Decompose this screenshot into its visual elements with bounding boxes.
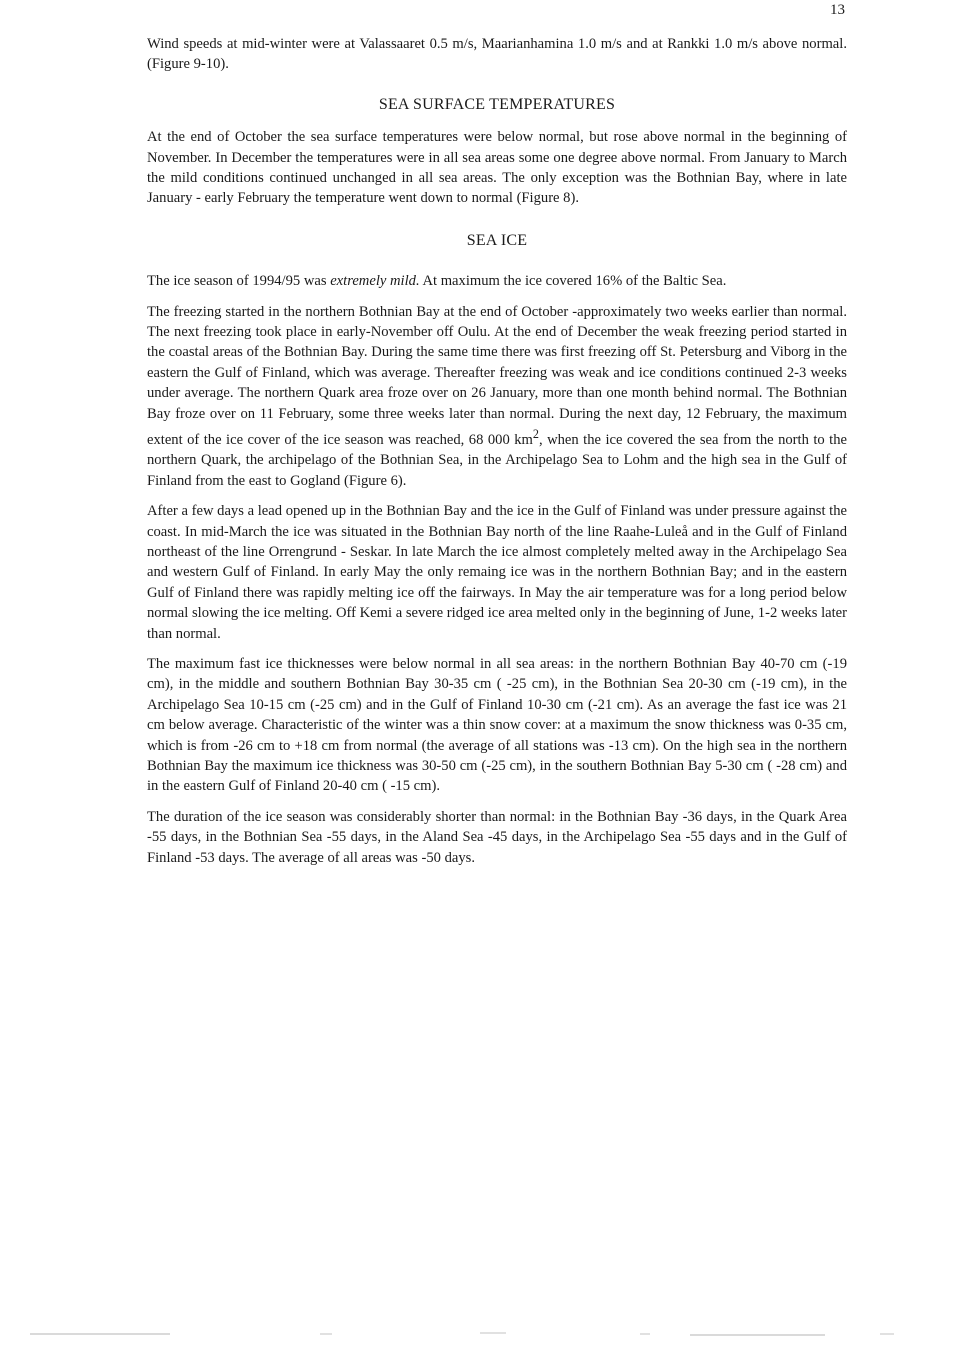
- scan-noise-decoration: [0, 1328, 960, 1340]
- sea-ice-summary-text-start: The ice season of 1994/95 was: [147, 273, 331, 290]
- sea-ice-heading: SEA ICE: [466, 231, 528, 249]
- sea-surface-temperatures-heading: SEA SURFACE TEMPERATURES: [378, 95, 616, 113]
- sea-ice-summary-text-end: At maximum the ice covered 16% of the Baltic Sea.: [419, 273, 727, 290]
- page-number: 13: [830, 2, 845, 18]
- intro-paragraph: Wind speeds at mid-winter were at Valassaaret 0.5 m/s, Maarianhamina 1.0 m/s and at Rankki 1.0 m/s above normal. (Figure 9-10).: [147, 36, 847, 73]
- freezing-paragraph: [147, 302, 847, 492]
- ice-season-duration-paragraph: The duration of the ice season was considerably shorter than normal: in the Bothnian Bay -36 days, in the Quark Area -55 days, in the Bothnian Sea -55 days, in the Aland Sea -45 days, in the Archipelago Sea -55 days and in the Gulf of Finland -53 days. The average of all areas was -50 days.: [147, 808, 847, 866]
- page-content: [147, 34, 847, 878]
- melting-paragraph: After a few days a lead opened up in the Bothnian Bay and the ice in the Gulf of Finland was under pressure against the coast. In mid-March the ice was situated in the Bothnian Bay north of the line Raahe-Luleå and in the Gulf of Finland northeast of the line Orrengrund - Seskar. In late March the ice almost completely melted away in the Archipelago Sea and western Gulf of Finland. In early May the only remaing ice was in the northern Bothnian Bay; and in the eastern Gulf of Finland there was rapidly melting ice off the fairways. In May the air temperature was for a long period below normal slowing the ice melting. Off Kemi a severe ridged ice area melted only in the beginning of June, 1-2 weeks later than normal.: [147, 503, 847, 642]
- area-unit-superscript: 2: [532, 427, 539, 442]
- sea-surface-temperatures-paragraph: At the end of October the sea surface temperatures were below normal, but rose above normal in the beginning of November. In December the temperatures were in all sea areas some one degree above normal. From January to March the mild conditions continued unchanged in all sea areas. The only exception was the Bothnian Bay, where in late January - early February the temperature went down to normal (Figure 8).: [147, 129, 847, 207]
- freezing-text-end: , when the ice covered the sea from the north to the northern Quark, the archipelago of the Bothnian Sea, in the Archipelago Sea to Lohm and the high sea in the Gulf of Finland from the east to Gogland (Figure 6).: [147, 431, 848, 489]
- sea-ice-summary-emphasis: extremely mild.: [330, 273, 420, 290]
- freezing-text-start: The freezing started in the northern Bothnian Bay at the end of October -approximately two weeks earlier than normal. The next freezing took place in early-November off Oulu. At the end of December the weak freezing period started in the coastal areas of the Bothnian Bay. During the same time there was first freezing off St. Petersburg and Viborg in the eastern the Gulf of Finland, which was average. Thereafter freezing was weak and ice conditions continued 2-3 weeks under average. The northern Quark area froze over on 26 January, more than one month behind normal. The Bothnian Bay froze over on 11 February, some three weeks later than normal. During the next day, 12 February, the maximum extent of the ice cover of the ice season was reached, 68 000 km: [147, 303, 847, 448]
- sea-ice-summary-paragraph: [147, 271, 847, 291]
- ice-thickness-paragraph: The maximum fast ice thicknesses were below normal in all sea areas: in the northern Bothnian Bay 40-70 cm (-19 cm), in the middle and southern Bothnian Bay 30-35 cm ( -25 cm), in the Bothnian Sea 20-30 cm (-19 cm), in the Archipelago Sea 10-15 cm (-25 cm) and in the Gulf of Finland 10-30 cm (-21 cm). As an average the fast ice was 21 cm below average. Characteristic of the winter was a thin snow cover: at a maximum the snow thickness was 0-35 cm, which is from -26 cm to +18 cm from normal (the average of all stations was -13 cm). On the high sea in the northern Bothnian Bay the maximum ice thickness was 30-50 cm (-25 cm), in the southern Bothnian Bay 5-30 cm ( -28 cm) and in the eastern Gulf of Finland 20-40 cm ( -15 cm).: [147, 656, 847, 795]
